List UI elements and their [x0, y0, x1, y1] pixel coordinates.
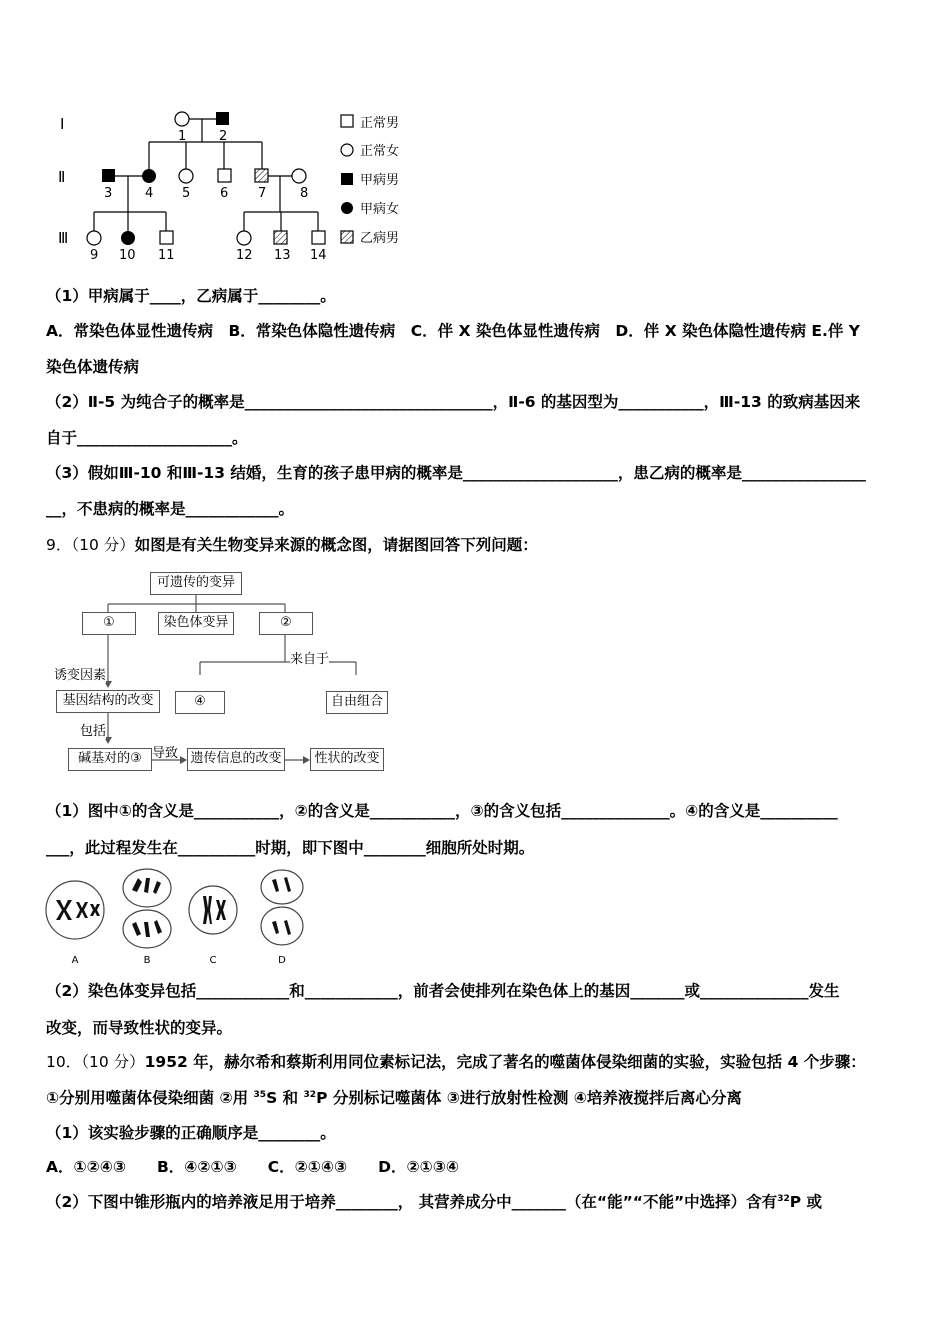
node-4: ④: [175, 691, 225, 714]
q10-part2-sup: 32: [777, 1194, 790, 1204]
q9-score: （10 分）: [71, 536, 135, 554]
q8-part2-line1: （2）Ⅱ-5 为纯合子的概率是________________________________，Ⅱ-6 的基因型为___________，Ⅲ-13 的致病基因来: [46, 393, 861, 411]
individual-7: [255, 169, 268, 182]
id-4: 4: [145, 186, 154, 201]
node-free-combination: 自由组合: [326, 691, 388, 714]
q8-part2-line2: 自于____________________。: [46, 429, 248, 447]
individual-4: [142, 169, 156, 183]
pedigree-chart: [40, 100, 460, 270]
individual-9: [87, 231, 101, 245]
legend-a-male: 甲病男: [360, 173, 400, 188]
q10-score: （10 分）: [81, 1053, 145, 1071]
legend-b-male-icon: [341, 231, 353, 243]
node-2: ②: [259, 612, 313, 635]
node-heritable-variation: 可遗传的变异: [150, 572, 242, 595]
q10-steps-a: ①分别用噬菌体侵染细菌 ②用: [46, 1089, 254, 1107]
legend-a-female-icon: [341, 202, 353, 214]
label-lead-to: 导致: [152, 746, 179, 761]
q10-number: 10．: [46, 1053, 82, 1071]
q10-part1: （1）该实验步骤的正确顺序是________。: [46, 1124, 336, 1142]
id-3: 3: [104, 186, 113, 201]
label-mutagen: 诱变因素: [54, 664, 106, 683]
q9-title: 如图是有关生物变异来源的概念图，请据图回答下列问题：: [134, 536, 538, 554]
individual-13: [274, 231, 287, 244]
q9-number: 9．: [46, 536, 72, 554]
id-1: 1: [178, 129, 187, 144]
individual-3: [102, 169, 115, 182]
q8-options-line1: A．常染色体显性遗传病 B．常染色体隐性遗传病 C．伴 X 染色体显性遗传病 D．伴 X 染色体隐性遗传病 E.伴 Y: [46, 322, 861, 340]
label-include: 包括: [80, 720, 106, 739]
q10-part2-line: [46, 1192, 822, 1212]
legend-normal-male-icon: [341, 115, 353, 127]
individual-5: [179, 169, 193, 183]
individual-12: [237, 231, 251, 245]
individual-1: [175, 112, 189, 126]
q8-part3-line1: （3）假如Ⅲ-10 和Ⅲ-13 结婚，生育的孩子患甲病的概率是____________________，患乙病的概率是________________: [46, 464, 866, 482]
q10-sup-35: 35: [253, 1090, 267, 1100]
variation-concept-map: [0, 560, 950, 780]
node-gene-structure-change: 基因结构的改变: [56, 690, 160, 713]
q9-part1-line1: （1）图中①的含义是___________，②的含义是___________，③的含义包括______________。④的含义是__________: [46, 802, 838, 820]
node-trait-change: 性状的改变: [310, 748, 384, 771]
label-comes-from: 来自于: [290, 648, 329, 667]
id-13: 13: [274, 248, 291, 263]
node-genetic-info-change: 遗传信息的改变: [187, 748, 285, 771]
q8-part3-line2: __，不患病的概率是____________。: [46, 500, 295, 518]
id-10: 10: [119, 248, 136, 263]
q10-line1: 1952 年，赫尔希和蔡斯利用同位素标记法，完成了著名的噬菌体侵染细菌的实验，实验包括 4 个步骤：: [144, 1053, 866, 1071]
individual-14: [312, 231, 325, 244]
legend-a-female: 甲病女: [360, 202, 400, 217]
generation-label-1: I: [60, 115, 65, 133]
generation-label-2: Ⅱ: [58, 168, 66, 186]
node-1: ①: [82, 612, 136, 635]
q9-part1-line2: ___，此过程发生在__________时期，即下图中________细胞所处时期。: [46, 839, 535, 857]
q10-part2-b: P 或: [789, 1193, 822, 1211]
cell-label-c: C: [209, 955, 217, 966]
legend-b-male: 乙病男: [360, 231, 400, 246]
individual-11: [160, 231, 173, 244]
q10-steps-b: S 和: [266, 1089, 304, 1107]
cell-label-b: B: [143, 955, 151, 966]
q10-title-line: [46, 1052, 866, 1072]
cell-label-d: D: [278, 955, 286, 966]
id-2: 2: [219, 129, 228, 144]
q10-steps-line: [46, 1088, 742, 1108]
legend-a-male-icon: [341, 173, 353, 185]
cell-division-figures: [40, 866, 320, 968]
individual-2: [216, 112, 229, 125]
legend-normal-female: 正常女: [360, 144, 400, 159]
q10-sup-32: 32: [303, 1090, 317, 1100]
generation-label-3: Ⅲ: [58, 229, 69, 247]
id-5: 5: [182, 186, 191, 201]
q9-part2-line1: （2）染色体变异包括____________和____________，前者会使排列在染色体上的基因_______或______________发生: [46, 982, 840, 1000]
individual-8: [292, 169, 306, 183]
id-8: 8: [300, 186, 309, 201]
node-chromosome-variation: 染色体变异: [158, 612, 234, 635]
q9-title-line: [46, 535, 538, 555]
q8-part1: （1）甲病属于____，乙病属于________。: [46, 287, 336, 305]
individual-10: [121, 231, 135, 245]
legend-normal-male: 正常男: [360, 116, 400, 131]
id-14: 14: [310, 248, 327, 263]
q10-options: A．①②④③ B．④②①③ C．②①④③ D．②①③④: [46, 1158, 460, 1176]
node-base-pair: 碱基对的③: [68, 748, 152, 771]
id-11: 11: [158, 248, 175, 263]
individual-6: [218, 169, 231, 182]
cell-label-a: A: [71, 955, 79, 966]
id-6: 6: [220, 186, 229, 201]
q8-options-line2: 染色体遗传病: [46, 358, 140, 376]
q9-part2-line2: 改变，而导致性状的变异。: [46, 1019, 233, 1037]
id-9: 9: [90, 248, 99, 263]
legend-normal-female-icon: [341, 144, 353, 156]
q10-steps-c: P 分别标记噬菌体 ③进行放射性检测 ④培养液搅拌后离心分离: [316, 1089, 742, 1107]
id-12: 12: [236, 248, 253, 263]
q10-part2-a: （2）下图中锥形瓶内的培养液足用于培养________， 其营养成分中_______（在“能”“不能”中选择）含有: [46, 1193, 778, 1211]
id-7: 7: [258, 186, 267, 201]
